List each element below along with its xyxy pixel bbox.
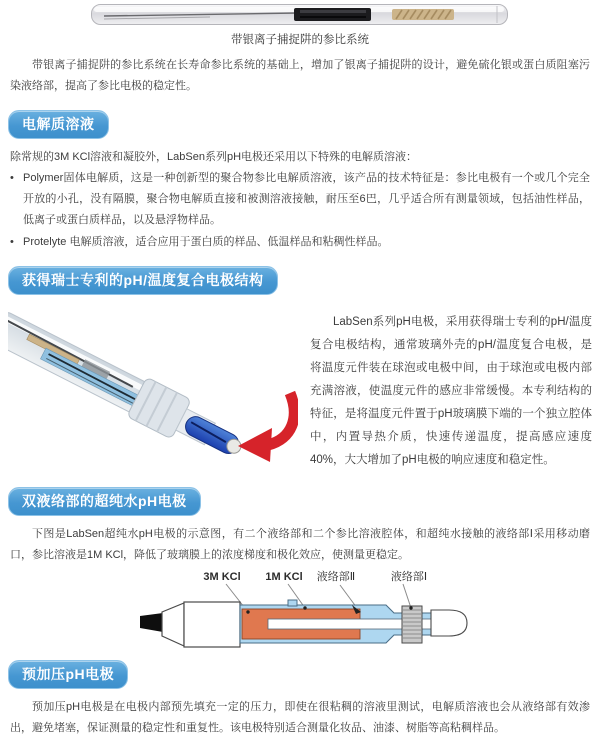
diagram-label-junction-2: 液络部Ⅱ <box>316 571 356 583</box>
section-title-electrolyte: 电解质溶液 <box>8 110 109 139</box>
electrode-body <box>184 602 240 647</box>
section-title-pressurized: 预加压pH电极 <box>8 660 128 689</box>
junction-1-sleeve <box>402 606 422 643</box>
ph-temp-electrode-photo <box>8 299 298 471</box>
bullet-icon: • <box>10 236 14 248</box>
pressurized-body: 预加压pH电极是在电极内部预先填充一定的压力，即使在很粘稠的溶液里测试，电解质溶液也会从液络部有效渗出，避免堵塞，保证测量的稳定性和重复性。该电极特别适合测量化妆品、油漆、树脂等高粘稠样品。 <box>10 701 590 734</box>
fill-port <box>288 600 297 606</box>
electrolyte-intro: 除常规的3M KCl溶液和凝胶外，LabSen系列pH电极还采用以下特殊的电解质溶液： <box>10 151 418 163</box>
patent-section-row <box>8 299 592 474</box>
diagram-label-junction-1: 液络部Ⅰ <box>390 571 428 583</box>
red-arrow-icon <box>238 393 294 462</box>
diagram-label-1m-kcl: 1M KCl <box>265 571 303 583</box>
bullet-text: Protelyte 电解质溶液，适合应用于蛋白质的样品、低温样品和粘稠性样品。 <box>23 236 389 248</box>
bullet-text: Polymer固体电解质，这是一种创新型的聚合物参比电解质溶液，该产品的技术特征是：参比电极有一个或几个完全开放的小孔，没有隔膜，聚合物电解质直接和被测溶液接触，耐压至6巴，几乎适合所有测量领域，包括油性样品，低离子或蛋白质样品，以及悬浮物样品。 <box>23 172 590 226</box>
glass-bulb <box>431 610 467 636</box>
list-item <box>10 232 590 253</box>
pure-water-body: 下图是LabSen超纯水pH电极的示意图，有二个液络部和二个参比溶液腔体，和超纯水接触的液络部Ⅰ采用移动磨口，参比溶液是1M KCl，降低了玻璃膜上的浓度梯度和极化效应，使测量更稳定。 <box>10 528 590 561</box>
cable <box>140 613 163 632</box>
section-title-patent: 获得瑞士专利的pH/温度复合电极结构 <box>8 266 278 295</box>
top-figure-caption: 带银离子捕捉阱的参比系统 <box>231 34 369 46</box>
dual-junction-diagram-svg <box>0 566 600 658</box>
dual-junction-diagram <box>8 566 592 658</box>
top-figure <box>8 2 592 47</box>
patent-figure <box>8 299 298 474</box>
section-title-pure-water: 双液络部的超纯水pH电极 <box>8 487 201 516</box>
list-item <box>10 168 590 231</box>
patent-body: LabSen系列pH电极，采用获得瑞士专利的pH/温度复合电极结构，通常玻璃外壳的pH/温度复合电极，是将温度元件装在球泡或电极中间，由于球泡或电极内部充满溶液，使温度元件的感应非常缓慢。本专利结构的特征，是将温度元件置于pH玻璃膜下端的一个独立腔体中，内置导热介质，快速传递温度，提高感应速度40%，大大增加了pH电极的响应速度和稳定性。 <box>310 316 592 466</box>
page <box>0 2 600 739</box>
bullet-icon: • <box>10 172 14 184</box>
intro-paragraph: 带银离子捕捉阱的参比系统在长寿命参比系统的基础上，增加了银离子捕捉阱的设计，避免硫化银或蛋白质阻塞污染液络部，提高了参比电极的稳定性。 <box>10 59 590 92</box>
silver-trap-electrode-photo <box>90 2 510 28</box>
diagram-label-3m-kcl: 3M KCl <box>203 571 241 583</box>
electrode-head-cone <box>162 603 184 646</box>
